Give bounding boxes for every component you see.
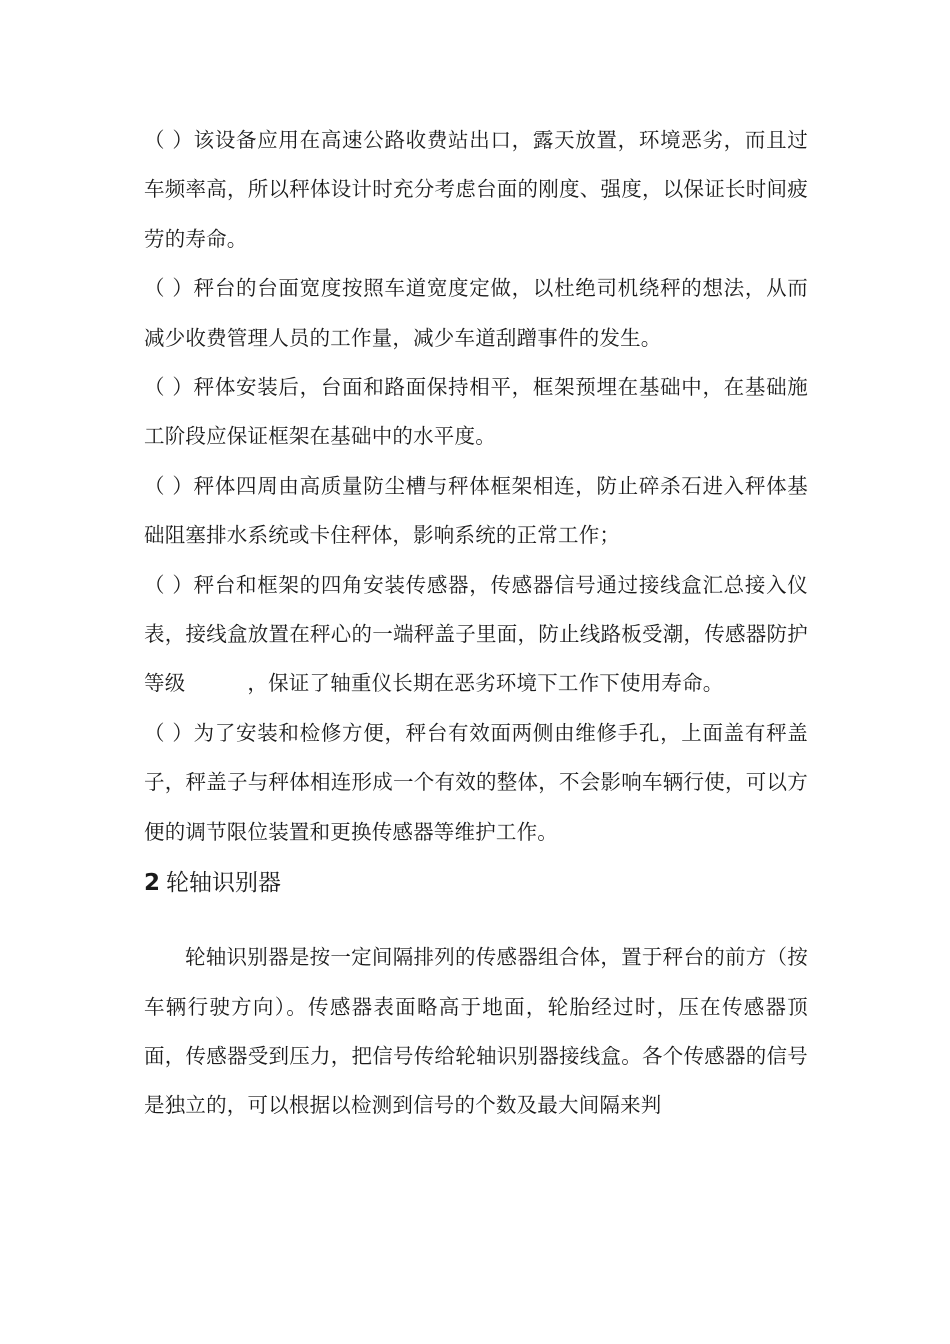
list-item: （ ）秤体四周由高质量防尘槽与秤体框架相连，防止碎杀石进入秤体基础阻塞排水系统或卡住秤体，影响系统的正常工作； xyxy=(144,473,808,548)
section-number: 2 xyxy=(144,870,161,897)
list-item-text: （ ）秤台和框架的四角安装传感器，传感器信号通过接线盒汇总接入仪表，接线盒放置在秤心的一端秤盖子里面，防止线路板受潮，传感器防护等级 xyxy=(144,572,808,696)
body-paragraph: 轮轴识别器是按一定间隔排列的传感器组合体，置于秤台的前方（按车辆行驶方向）。传感器表面略高于地面，轮胎经过时，压在传感器顶面，传感器受到压力，把信号传给轮轴识别器接线盒。各个传感器的信号是独立的，可以根据以检测到信号的个数及最大间隔来判 xyxy=(144,945,808,1118)
list-item: （ ）秤体安装后，台面和路面保持相平，框架预埋在基础中，在基础施工阶段应保证框架在基础中的水平度。 xyxy=(144,375,808,449)
list-item: （ ）该设备应用在高速公路收费站出口，露天放置，环境恶劣，而且过车频率高，所以秤体设计时充分考虑台面的刚度、强度，以保证长时间疲劳的寿命。 xyxy=(144,128,808,251)
document-content xyxy=(144,116,808,1131)
list-item xyxy=(144,561,808,709)
list-item: （ ）秤台的台面宽度按照车道宽度定做，以杜绝司机绕秤的想法，从而减少收费管理人员的工作量，减少车道刮蹭事件的发生。 xyxy=(144,276,808,350)
list-item: （ ）为了安装和检修方便，秤台有效面两侧由维修手孔，上面盖有秤盖子，秤盖子与秤体相连形成一个有效的整体，不会影响车辆行使，可以方便的调节限位装置和更换传感器等维护工作。 xyxy=(144,720,808,844)
section-title: 轮轴识别器 xyxy=(166,870,282,897)
section-heading xyxy=(144,863,808,915)
list-item-text: ，保证了轴重仪长期在恶劣环境下工作下使用寿命。 xyxy=(247,671,724,696)
